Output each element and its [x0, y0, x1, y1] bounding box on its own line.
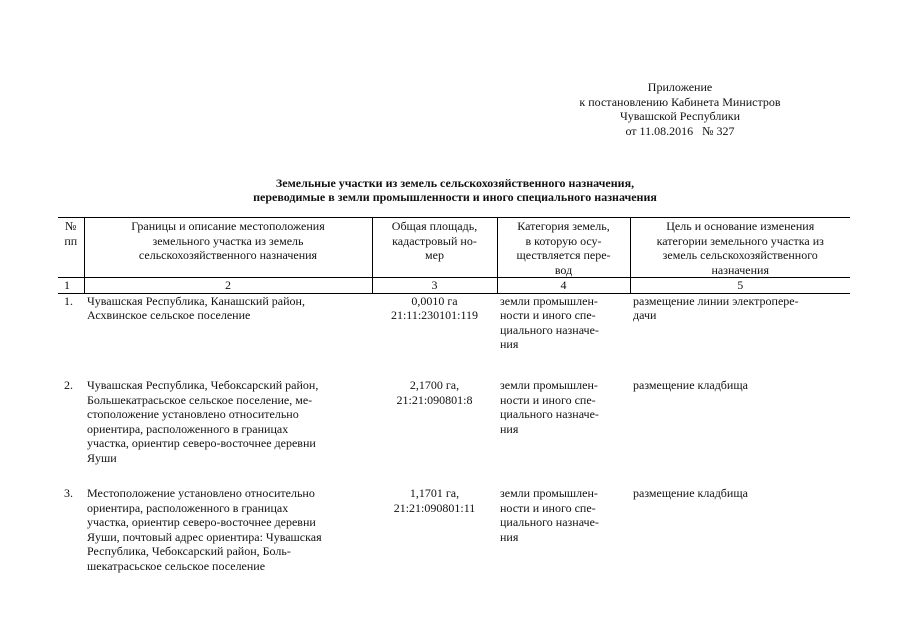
row-description: Местоположение установлено относительно ориентира, расположенного в границах участка, ориентир северо-восточнее деревни Яуши, почтовый адрес ориентира: Чувашская Республика, Чебоксарский район, Боль- шекатрасьское сельское поселение: [87, 486, 322, 573]
row-category: земли промышлен- ности и иного спе- циального назначе- ния: [500, 378, 599, 436]
col-number: 1: [58, 278, 84, 294]
col-number: 3: [372, 278, 497, 294]
col-number: 4: [497, 278, 630, 294]
table-header-row: [58, 218, 850, 278]
row-number: 3.: [64, 486, 73, 500]
column-number-row: [58, 278, 850, 294]
row-category: земли промышлен- ности и иного спе- циального назначе- ния: [500, 293, 599, 351]
title-line-2: переводимые в земли промышленности и иного специального назначения: [253, 190, 657, 204]
header-category: Категория земель, в которую осу- ществляется пере- вод: [497, 218, 630, 278]
header-area: Общая площадь, кадастровый но- мер: [372, 218, 497, 278]
row-number: 2.: [64, 378, 73, 392]
table-row: [58, 293, 850, 378]
title-line-1: Земельные участки из земель сельскохозяйственного назначения,: [275, 176, 635, 190]
table-row: [58, 486, 850, 573]
appendix-label: Приложение: [647, 80, 713, 94]
row-area: 1,1701 га, 21:21:090801:11: [393, 486, 476, 515]
row-category: земли промышлен- ности и иного спе- циального назначе- ния: [500, 486, 599, 544]
header-num: № пп: [58, 218, 84, 278]
appendix-date-number: от 11.08.2016 № 327: [625, 123, 735, 138]
row-area: 0,0010 га 21:11:230101:119: [390, 293, 479, 322]
header-goal: Цель и основание изменения категории земельного участка из земель сельскохозяйственного назначения: [630, 218, 850, 278]
appendix-heading: [560, 80, 800, 138]
table-row: [58, 378, 850, 486]
appendix-resolution: к постановлению Кабинета Министров: [579, 94, 781, 109]
row-goal: размещение кладбища: [633, 486, 748, 500]
row-number: 1.: [64, 293, 73, 308]
appendix-republic: Чувашской Республики: [619, 109, 741, 123]
row-goal: размещение линии электропере- дачи: [633, 293, 799, 322]
land-plots-table: [58, 217, 850, 573]
document-title: [150, 176, 760, 204]
row-description: Чувашская Республика, Канашский район, Асхвинское сельское поселение: [87, 293, 305, 322]
row-goal: размещение кладбища: [633, 378, 748, 392]
header-description: Границы и описание местоположения земельного участка из земель сельскохозяйственного назначения: [84, 218, 372, 278]
col-number: 5: [630, 278, 850, 294]
row-description: Чувашская Республика, Чебоксарский район, Большекатрасьское сельское поселение, ме- стоположение установлено относительно ориентира, расположенного в границах участка, ориентир северо-восточнее деревни Яуши: [87, 378, 319, 465]
col-number: 2: [84, 278, 372, 294]
row-area: 2,1700 га, 21:21:090801:8: [396, 378, 473, 407]
